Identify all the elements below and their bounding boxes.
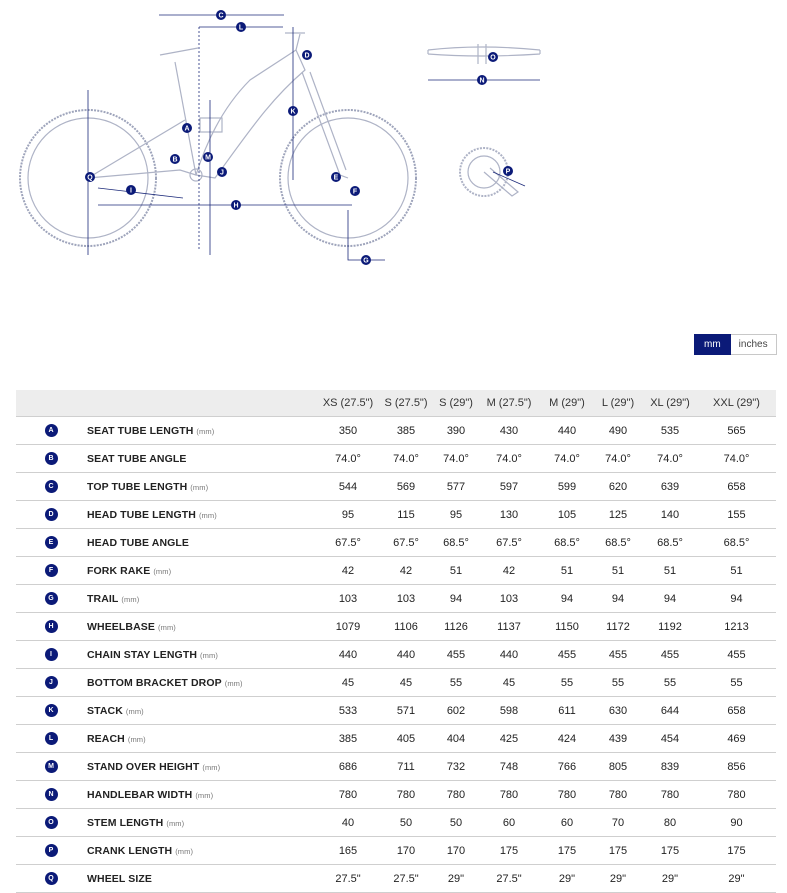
measurement-value: 130	[477, 501, 541, 529]
measurement-value: 68.5°	[697, 529, 776, 557]
measurement-value: 80	[643, 809, 697, 837]
badge-cell	[16, 697, 86, 725]
table-row	[16, 697, 776, 725]
measurement-value: 839	[643, 753, 697, 781]
measurement-value: 390	[435, 417, 477, 445]
table-row	[16, 445, 776, 473]
measurement-value: 50	[377, 809, 435, 837]
measurement-value: 766	[541, 753, 593, 781]
measurement-value: 27.5"	[319, 865, 377, 893]
measurement-name-cell	[86, 501, 319, 529]
measurement-value: 165	[319, 837, 377, 865]
measurement-value: 620	[593, 473, 643, 501]
measurement-letter-badge: H	[45, 620, 58, 633]
table-row	[16, 641, 776, 669]
badge-cell	[16, 585, 86, 613]
measurement-letter-badge: P	[45, 844, 58, 857]
measurement-value: 569	[377, 473, 435, 501]
measurement-value: 454	[643, 725, 697, 753]
measurement-value: 74.0°	[643, 445, 697, 473]
badge-cell	[16, 865, 86, 893]
measurement-value: 424	[541, 725, 593, 753]
measurement-value: 51	[643, 557, 697, 585]
size-header: S (29")	[435, 390, 477, 417]
measurement-value: 95	[435, 501, 477, 529]
table-row	[16, 557, 776, 585]
svg-text:O: O	[490, 54, 496, 62]
measurement-value: 45	[377, 669, 435, 697]
measurement-unit: (mm)	[196, 426, 215, 436]
size-header: XL (29")	[643, 390, 697, 417]
measurement-name-cell	[86, 585, 319, 613]
measurement-name-cell	[86, 613, 319, 641]
measurement-value: 805	[593, 753, 643, 781]
unit-mm-button[interactable]: mm	[694, 334, 731, 355]
measurement-value: 686	[319, 753, 377, 781]
size-header: XS (27.5")	[319, 390, 377, 417]
measurement-value: 51	[593, 557, 643, 585]
measurement-value: 565	[697, 417, 776, 445]
measurement-value: 55	[697, 669, 776, 697]
measurement-name-cell	[86, 473, 319, 501]
measurement-name: STEM LENGTH	[87, 816, 164, 829]
table-row	[16, 809, 776, 837]
table-row	[16, 613, 776, 641]
measurement-value: 90	[697, 809, 776, 837]
measurement-letter-badge: A	[45, 424, 58, 437]
svg-text:C: C	[218, 12, 224, 20]
size-header: XXL (29")	[697, 390, 776, 417]
measurement-value: 60	[477, 809, 541, 837]
measurement-value: 103	[319, 585, 377, 613]
measurement-letter-badge: D	[45, 508, 58, 521]
measurement-letter-badge: O	[45, 816, 58, 829]
measurement-value: 105	[541, 501, 593, 529]
unit-toggle	[694, 334, 777, 355]
measurement-value: 175	[477, 837, 541, 865]
measurement-value: 780	[319, 781, 377, 809]
badge-cell	[16, 753, 86, 781]
measurement-letter-badge: E	[45, 536, 58, 549]
measurement-value: 780	[477, 781, 541, 809]
measurement-value: 644	[643, 697, 697, 725]
measurement-value: 577	[435, 473, 477, 501]
measurement-name: SEAT TUBE ANGLE	[87, 452, 187, 465]
measurement-value: 29"	[593, 865, 643, 893]
measurement-value: 94	[697, 585, 776, 613]
measurement-value: 55	[435, 669, 477, 697]
measurement-value: 74.0°	[435, 445, 477, 473]
measurement-name-cell	[86, 529, 319, 557]
measurement-value: 68.5°	[593, 529, 643, 557]
measurement-value: 74.0°	[319, 445, 377, 473]
measurement-name-cell	[86, 865, 319, 893]
measurement-name: STAND OVER HEIGHT	[87, 760, 200, 773]
measurement-name: FORK RAKE	[87, 564, 151, 577]
measurement-value: 95	[319, 501, 377, 529]
measurement-value: 1213	[697, 613, 776, 641]
measurement-unit: (mm)	[224, 678, 243, 688]
measurement-value: 42	[377, 557, 435, 585]
measurement-value: 571	[377, 697, 435, 725]
svg-text:L: L	[238, 24, 244, 32]
size-header: L (29")	[593, 390, 643, 417]
svg-text:I: I	[130, 187, 132, 195]
handlebar-detail	[428, 44, 540, 64]
measurement-unit: (mm)	[121, 594, 140, 604]
measurement-name-cell	[86, 781, 319, 809]
dim-line-i	[98, 188, 183, 198]
measurement-value: 598	[477, 697, 541, 725]
size-header: M (29")	[541, 390, 593, 417]
measurement-name: BOTTOM BRACKET DROP	[87, 676, 222, 689]
measurement-value: 535	[643, 417, 697, 445]
measurement-value: 599	[541, 473, 593, 501]
measurement-value: 440	[319, 641, 377, 669]
svg-text:F: F	[352, 188, 358, 196]
measurement-value: 780	[593, 781, 643, 809]
stem	[285, 33, 305, 50]
measurement-unit: (mm)	[190, 482, 209, 492]
measurement-value: 748	[477, 753, 541, 781]
measurement-value: 602	[435, 697, 477, 725]
measurement-value: 94	[541, 585, 593, 613]
measurement-value: 68.5°	[435, 529, 477, 557]
measurement-value: 455	[593, 641, 643, 669]
measurement-letter-badge: G	[45, 592, 58, 605]
measurement-value: 455	[643, 641, 697, 669]
measurement-value: 74.0°	[377, 445, 435, 473]
measurement-name-cell	[86, 809, 319, 837]
measurement-name: HEAD TUBE ANGLE	[87, 536, 190, 549]
measurement-value: 455	[541, 641, 593, 669]
measurement-name-cell	[86, 445, 319, 473]
measurement-value: 94	[643, 585, 697, 613]
measurement-value: 658	[697, 473, 776, 501]
svg-text:Q: Q	[87, 174, 93, 182]
measurement-value: 103	[377, 585, 435, 613]
measurement-value: 469	[697, 725, 776, 753]
measurement-name: CHAIN STAY LENGTH	[87, 648, 198, 661]
measurement-value: 170	[377, 837, 435, 865]
seat-tube	[160, 48, 198, 175]
measurement-value: 51	[697, 557, 776, 585]
measurement-value: 732	[435, 753, 477, 781]
measurement-value: 350	[319, 417, 377, 445]
rear-stays	[88, 120, 196, 178]
measurement-letter-badge: K	[45, 704, 58, 717]
bike-geometry-illustration	[0, 0, 787, 330]
table-row	[16, 669, 776, 697]
measurement-value: 711	[377, 753, 435, 781]
measurement-value: 68.5°	[541, 529, 593, 557]
measurement-name-cell	[86, 641, 319, 669]
measurement-unit: (mm)	[202, 762, 221, 772]
measurement-value: 74.0°	[477, 445, 541, 473]
measurement-value: 175	[541, 837, 593, 865]
measurement-letter-badge: N	[45, 788, 58, 801]
measurement-value: 639	[643, 473, 697, 501]
measurement-value: 1106	[377, 613, 435, 641]
measurement-name-cell	[86, 557, 319, 585]
measurement-value: 490	[593, 417, 643, 445]
measurement-value: 430	[477, 417, 541, 445]
measurement-value: 55	[593, 669, 643, 697]
geometry-diagram	[0, 0, 787, 330]
measurement-unit: (mm)	[153, 566, 172, 576]
measurement-value: 439	[593, 725, 643, 753]
svg-text:M: M	[205, 154, 211, 162]
measurement-unit: (mm)	[198, 510, 217, 520]
measurement-value: 856	[697, 753, 776, 781]
measurement-unit: (mm)	[158, 622, 176, 632]
measurement-letter-badge: B	[45, 452, 58, 465]
measurement-value: 1079	[319, 613, 377, 641]
measurement-value: 74.0°	[541, 445, 593, 473]
measurement-value: 455	[697, 641, 776, 669]
measurement-value: 45	[477, 669, 541, 697]
svg-text:J: J	[220, 169, 224, 177]
measurement-value: 51	[435, 557, 477, 585]
badge-cell	[16, 417, 86, 445]
measurement-name-cell	[86, 417, 319, 445]
svg-text:G: G	[363, 257, 369, 265]
measurement-value: 42	[477, 557, 541, 585]
measurement-name: STACK	[87, 704, 123, 717]
table-row	[16, 781, 776, 809]
measurement-name: CRANK LENGTH	[87, 844, 173, 857]
measurement-name-cell	[86, 697, 319, 725]
measurement-value: 27.5"	[377, 865, 435, 893]
crank-arm	[484, 168, 518, 196]
measurement-letter-badge: F	[45, 564, 58, 577]
measurement-letter-badge: L	[45, 732, 58, 745]
measurement-value: 455	[435, 641, 477, 669]
measurement-value: 597	[477, 473, 541, 501]
measurement-value: 67.5°	[319, 529, 377, 557]
measurement-value: 60	[541, 809, 593, 837]
measurement-value: 533	[319, 697, 377, 725]
svg-text:H: H	[233, 202, 239, 210]
measurement-value: 175	[697, 837, 776, 865]
measurement-value: 385	[319, 725, 377, 753]
measurement-value: 67.5°	[377, 529, 435, 557]
table-row	[16, 417, 776, 445]
measurement-unit: (mm)	[195, 790, 214, 800]
table-body	[16, 417, 776, 893]
measurement-value: 45	[319, 669, 377, 697]
measurement-value: 40	[319, 809, 377, 837]
measurement-name-cell	[86, 753, 319, 781]
measurement-value: 140	[643, 501, 697, 529]
badge-cell	[16, 809, 86, 837]
table-row	[16, 585, 776, 613]
measurement-letter-badge: J	[45, 676, 58, 689]
measurement-letter-badge: C	[45, 480, 58, 493]
measurement-value: 440	[541, 417, 593, 445]
measurement-value: 385	[377, 417, 435, 445]
measurement-unit: (mm)	[125, 706, 144, 716]
measurement-value: 780	[541, 781, 593, 809]
badge-cell	[16, 613, 86, 641]
size-header: M (27.5")	[477, 390, 541, 417]
measurement-value: 658	[697, 697, 776, 725]
measurement-value: 51	[541, 557, 593, 585]
svg-text:E: E	[333, 174, 339, 182]
unit-inches-button[interactable]: inches	[731, 335, 776, 354]
measurement-value: 175	[643, 837, 697, 865]
measurement-value: 440	[477, 641, 541, 669]
measurement-value: 1172	[593, 613, 643, 641]
table-row	[16, 501, 776, 529]
measurement-value: 115	[377, 501, 435, 529]
measurement-value: 103	[477, 585, 541, 613]
measurement-name: REACH	[87, 732, 125, 745]
measurement-value: 74.0°	[593, 445, 643, 473]
measurement-name-cell	[86, 725, 319, 753]
measurement-value: 1137	[477, 613, 541, 641]
table-row	[16, 473, 776, 501]
measurement-name-cell	[86, 837, 319, 865]
measurement-name: TOP TUBE LENGTH	[87, 480, 188, 493]
measurement-letter-badge: I	[45, 648, 58, 661]
geometry-table	[16, 390, 776, 893]
measurement-unit: (mm)	[127, 734, 146, 744]
measurement-name: WHEELBASE	[87, 620, 155, 633]
badge-cell	[16, 781, 86, 809]
measurement-value: 29"	[435, 865, 477, 893]
badge-cell	[16, 669, 86, 697]
measurement-letter-badge: Q	[45, 872, 58, 885]
measurement-value: 404	[435, 725, 477, 753]
measurement-name: SEAT TUBE LENGTH	[87, 424, 194, 437]
measurement-name: HEAD TUBE LENGTH	[87, 508, 196, 521]
measurement-value: 29"	[697, 865, 776, 893]
measurement-letter-badge: M	[45, 760, 58, 773]
table-row	[16, 753, 776, 781]
measurement-value: 70	[593, 809, 643, 837]
measurement-value: 29"	[541, 865, 593, 893]
measurement-value: 55	[541, 669, 593, 697]
badge-cell	[16, 641, 86, 669]
measurement-value: 67.5°	[477, 529, 541, 557]
measurement-value: 125	[593, 501, 643, 529]
svg-text:A: A	[184, 125, 190, 133]
measurement-value: 780	[697, 781, 776, 809]
measurement-value: 1192	[643, 613, 697, 641]
badge-cell	[16, 557, 86, 585]
badge-cell	[16, 725, 86, 753]
measurement-value: 155	[697, 501, 776, 529]
measurement-unit: (mm)	[200, 650, 218, 660]
measurement-value: 74.0°	[697, 445, 776, 473]
measurement-value: 425	[477, 725, 541, 753]
badge-cell	[16, 837, 86, 865]
measurement-value: 780	[435, 781, 477, 809]
header-badge-col	[16, 390, 86, 417]
svg-text:N: N	[479, 77, 485, 85]
measurement-name-cell	[86, 669, 319, 697]
measurement-value: 68.5°	[643, 529, 697, 557]
table-header-row	[16, 390, 776, 417]
measurement-value: 630	[593, 697, 643, 725]
measurement-name: HANDLEBAR WIDTH	[87, 788, 193, 801]
measurement-unit: (mm)	[166, 818, 185, 828]
badge-cell	[16, 529, 86, 557]
measurement-value: 55	[643, 669, 697, 697]
badge-cell	[16, 501, 86, 529]
measurement-value: 27.5"	[477, 865, 541, 893]
svg-text:D: D	[304, 52, 310, 60]
fork	[302, 72, 348, 178]
table-row	[16, 865, 776, 893]
badge-cell	[16, 445, 86, 473]
measurement-name: TRAIL	[87, 592, 119, 605]
measurement-value: 544	[319, 473, 377, 501]
measurement-value: 1150	[541, 613, 593, 641]
size-header: S (27.5")	[377, 390, 435, 417]
measurement-unit: (mm)	[175, 846, 194, 856]
svg-text:K: K	[290, 108, 296, 116]
badge-cell	[16, 473, 86, 501]
measurement-value: 94	[593, 585, 643, 613]
shock	[200, 118, 222, 132]
svg-text:P: P	[505, 168, 511, 176]
measurement-value: 50	[435, 809, 477, 837]
table-row	[16, 837, 776, 865]
measurement-value: 1126	[435, 613, 477, 641]
measurement-value: 440	[377, 641, 435, 669]
svg-text:B: B	[172, 156, 178, 164]
measurement-value: 611	[541, 697, 593, 725]
measurement-value: 42	[319, 557, 377, 585]
measurement-value: 175	[593, 837, 643, 865]
measurement-value: 94	[435, 585, 477, 613]
measurement-value: 780	[643, 781, 697, 809]
measurement-value: 170	[435, 837, 477, 865]
measurement-name: WHEEL SIZE	[87, 872, 152, 885]
measurement-value: 29"	[643, 865, 697, 893]
measurement-value: 405	[377, 725, 435, 753]
table-row	[16, 529, 776, 557]
table-row	[16, 725, 776, 753]
measurement-value: 780	[377, 781, 435, 809]
header-name-col	[86, 390, 319, 417]
